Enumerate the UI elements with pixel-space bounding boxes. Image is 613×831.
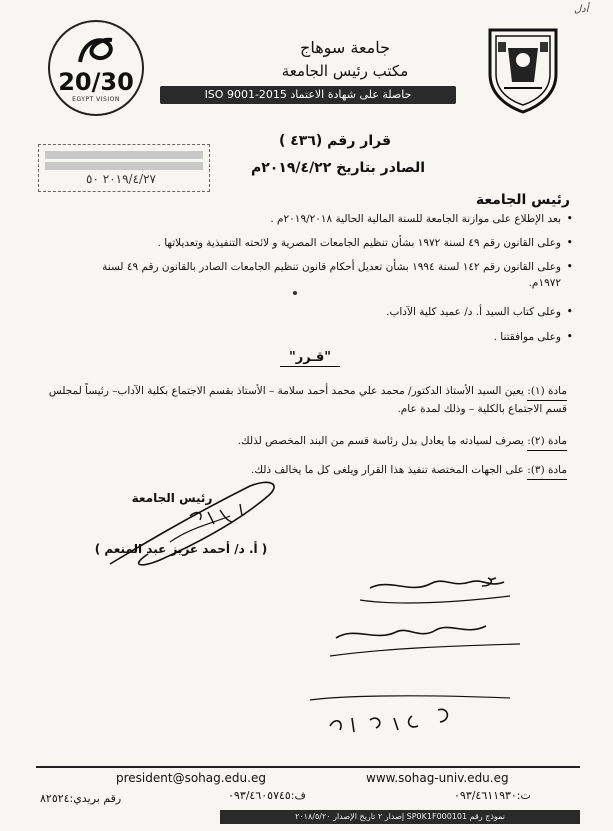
stray-dot [293, 291, 297, 295]
article-text: على الجهات المختصة تنفيذ هذا القرار ويلغى كل ما يخالف ذلك. [251, 464, 524, 476]
preamble-item: وعلى كتاب السيد أ. د/ عميد كلية الآداب. • [101, 304, 561, 320]
decision-date: الصادر بتاريخ ٢٠١٩/٤/٢٢م [250, 160, 426, 176]
article-text: يصرف لسيادته ما يعادل بدل رئاسة قسم من البند المخصص لذلك. [237, 435, 524, 447]
footer-email[interactable]: president@sohag.edu.eg [116, 771, 266, 785]
office-name: مكتب رئيس الجامعة [281, 62, 409, 80]
preamble-item: وعلى موافقتنا . • [101, 329, 561, 345]
article-label: مادة (٢): [527, 433, 567, 451]
preamble-item: وعلى القانون رقم ٤٩ لسنة ١٩٧٢ بشأن تنظيم الجامعات المصرية و لائحته التنفيذية وتعديلاتها . • [101, 235, 561, 251]
article-1 [45, 383, 567, 418]
university-name: جامعة سوهاج [299, 38, 391, 57]
preamble-item: بعد الإطلاع على موازنة الجامعة للسنة المالية الحالية ٢٠١٩/٢٠١٨م . • [101, 211, 561, 227]
form-code-bar: نموذج رقم SP0K1F000101 إصدار ٢ تاريخ الإصدار ٢٠١٨/٥/٢٠ [220, 810, 580, 824]
footer-telephone: ت:٠٩٣/٤٦١١٩٣٠ [454, 789, 531, 802]
ribbon-icon [74, 32, 118, 70]
corner-handwritten-note: أدل [574, 4, 589, 15]
president-heading: رئيس الجامعة [475, 192, 570, 208]
preamble-item: وعلى القانون رقم ١٤٢ لسنة ١٩٩٤ بشأن تعديل أحكام قانون تنظيم الجامعات الصادر بالقانون رقم ٤٩ لسنة ١٩٧٢م. • [101, 259, 561, 291]
signature-title: رئيس الجامعة [131, 491, 213, 505]
decision-number: قرار رقم (٤٣٦ ) [278, 133, 391, 149]
footer-website[interactable]: www.sohag-univ.edu.eg [366, 771, 509, 785]
article-text: يعين السيد الأستاذ الدكتور/ محمد علي محمد أحمد سلامة – الأستاذ بقسم الاجتماع بكلية الآداب– رئيساً لمجلس قسم الاجتماع بالكلية – وذلك لمدة عام. [48, 385, 567, 415]
stamp-number: ٢٠١٩/٤/٢٧ ٥٠ [86, 172, 156, 186]
footer-fax: ف:٠٩٣/٤٦٠٥٧٤٥ [228, 789, 306, 802]
handwritten-signature [100, 476, 290, 576]
footer-po-box: رقم بريدي:٨٢٥٢٤ [40, 792, 122, 805]
handwritten-annotations [300, 560, 570, 740]
decree-heading: "قـرر" [280, 350, 340, 367]
iso-certification-bar: حاصلة على شهادة الاعتماد ISO 9001-2015 [160, 86, 456, 104]
sohag-university-crest-logo [478, 22, 568, 114]
footer-divider [36, 766, 580, 768]
vision-year: 20/30 [58, 68, 134, 96]
egypt-vision-2030-logo [48, 20, 144, 116]
signatory-name: ( أ. د/ أحمد عزيز عبد المنعم ) [94, 542, 268, 556]
vision-caption: EGYPT VISION [72, 96, 120, 103]
article-label: مادة (١): [527, 383, 567, 401]
article-2 [45, 433, 567, 451]
article-label: مادة (٣): [527, 462, 567, 480]
